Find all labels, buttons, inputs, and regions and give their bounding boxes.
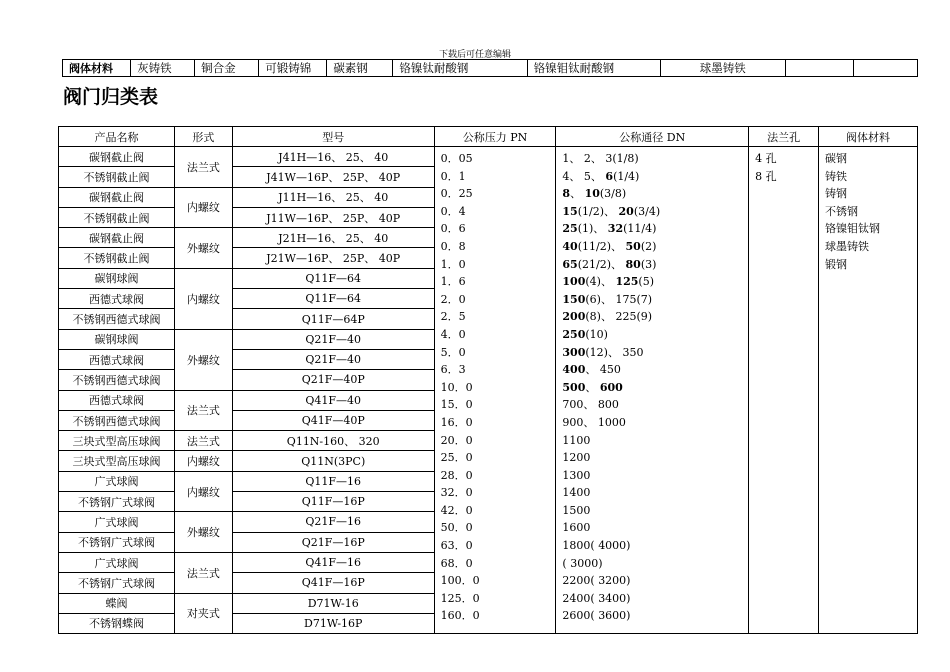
product-name-cell: 三块式型高压球阀 <box>59 451 175 471</box>
product-name-cell: 碳钢截止阀 <box>59 187 175 207</box>
body-material-column-line: 不锈钢 <box>825 204 859 218</box>
diameter-segment: ( 3000) <box>562 556 603 570</box>
model-cell: J41W—16P、 25P、 40P <box>232 167 434 187</box>
column-header: 法兰孔 <box>749 127 819 147</box>
diameter-line <box>562 273 744 291</box>
diameter-segment: 8 <box>562 187 571 201</box>
material-item: 铜合金 <box>195 60 259 77</box>
product-name-cell: 碳钢截止阀 <box>59 147 175 167</box>
diameter-line <box>562 607 744 625</box>
diameter-segment: 2400( 3400) <box>562 591 631 605</box>
diameter-line <box>562 396 744 414</box>
diameter-segment: 500 <box>562 380 586 394</box>
diameter-line <box>562 537 744 555</box>
diameter-segment: 65 <box>562 257 578 271</box>
diameter-segment: 2200( 3200) <box>562 574 631 588</box>
diameter-segment: 100 <box>562 275 586 289</box>
flange-column-line: 8 孔 <box>755 169 777 183</box>
model-cell: Q41F—16 <box>232 552 434 572</box>
diameter-segment: 200 <box>562 310 586 324</box>
product-name-cell: 三块式型高压球阀 <box>59 431 175 451</box>
diameter-line <box>562 502 744 520</box>
product-name-cell: 碳钢截止阀 <box>59 228 175 248</box>
diameter-line <box>562 555 744 573</box>
material-table <box>62 59 918 77</box>
material-header: 阀体材料 <box>63 60 131 77</box>
column-header: 阀体材料 <box>819 127 918 147</box>
diameter-segment: (11/2)、 <box>577 239 626 253</box>
diameter-segment: (11/4) <box>623 222 657 236</box>
pressure-column-line: 15．0 <box>440 398 473 412</box>
material-item <box>853 60 917 77</box>
diameter-segment: 1400 <box>562 486 591 500</box>
diameter-segment: 1、 2、 3(1/8) <box>562 152 639 165</box>
diameter-line <box>562 185 744 203</box>
column-header: 形式 <box>174 127 232 147</box>
product-name-cell: 碳钢球阀 <box>59 268 175 288</box>
diameter-line <box>562 572 744 590</box>
model-cell: J21H—16、 25、 40 <box>232 228 434 248</box>
form-cell: 法兰式 <box>174 552 232 593</box>
product-name-cell: 不锈钢截止阀 <box>59 248 175 268</box>
table-header-row <box>59 127 918 147</box>
diameter-segment: (4)、 <box>585 275 616 289</box>
pressure-column-line: 20．0 <box>440 433 473 447</box>
diameter-segment: 25 <box>562 222 578 236</box>
diameter-segment: 40 <box>562 239 578 253</box>
material-item: 铬镍钼钛耐酸钢 <box>527 60 660 77</box>
diameter-line <box>562 467 744 485</box>
diameter-line <box>562 432 744 450</box>
form-cell: 外螺纹 <box>174 512 232 553</box>
product-name-cell: 不锈钢西德式球阀 <box>59 370 175 390</box>
product-name-cell: 不锈钢截止阀 <box>59 207 175 227</box>
model-cell: Q41F—16P <box>232 573 434 593</box>
model-cell: J21W—16P、 25P、 40P <box>232 248 434 268</box>
valve-classification-table <box>58 126 918 634</box>
diameter-segment: 10 <box>584 187 600 201</box>
diameter-line <box>562 379 744 397</box>
diameter-segment: 50 <box>625 239 641 253</box>
diameter-segment: 、 450 <box>585 363 621 377</box>
model-cell: J11W—16P、 25P、 40P <box>232 207 434 227</box>
pressure-column <box>434 147 556 634</box>
pressure-column-line: 28．0 <box>440 468 473 482</box>
model-cell: Q21F—40 <box>232 349 434 369</box>
material-item: 可锻铸锦 <box>259 60 327 77</box>
diameter-segment: 1100 <box>562 433 591 447</box>
product-name-cell: 西德式球阀 <box>59 289 175 309</box>
diameter-line <box>562 220 744 238</box>
material-item: 铬镍钛耐酸钢 <box>393 60 527 77</box>
pressure-column-line: 2．5 <box>440 310 466 324</box>
diameter-line <box>562 590 744 608</box>
model-cell: J11H—16、 25、 40 <box>232 187 434 207</box>
pressure-column-line: 68．0 <box>440 556 473 570</box>
diameter-segment: 1800( 4000) <box>562 539 631 553</box>
diameter-segment: (21/2)、 <box>577 257 626 271</box>
diameter-segment: 、 <box>570 187 585 201</box>
product-name-cell: 碳钢球阀 <box>59 329 175 349</box>
diameter-segment: (10) <box>585 327 608 341</box>
form-cell: 外螺纹 <box>174 329 232 390</box>
form-cell: 法兰式 <box>174 390 232 431</box>
diameter-segment: (2) <box>640 239 657 253</box>
product-name-cell: 不锈钢西德式球阀 <box>59 309 175 329</box>
model-cell: Q11F—16P <box>232 492 434 512</box>
diameter-segment: 2600( 3600) <box>562 609 631 623</box>
pressure-column-line: 100．0 <box>440 574 480 588</box>
body-material-column-line: 碳钢 <box>825 152 848 165</box>
material-item <box>785 60 853 77</box>
diameter-line <box>562 519 744 537</box>
pressure-column-line: 0．1 <box>440 169 466 183</box>
model-cell: J41H—16、 25、 40 <box>232 147 434 167</box>
diameter-line <box>562 238 744 256</box>
diameter-line <box>562 449 744 467</box>
diameter-line <box>562 344 744 362</box>
body-material-column-line: 铸钢 <box>825 187 848 201</box>
model-cell: Q21F—40 <box>232 329 434 349</box>
diameter-segment: 125 <box>615 275 639 289</box>
pressure-column-line: 5．0 <box>440 345 466 359</box>
diameter-segment: 80 <box>625 257 641 271</box>
form-cell: 内螺纹 <box>174 451 232 471</box>
form-cell: 内螺纹 <box>174 187 232 228</box>
form-cell: 内螺纹 <box>174 471 232 512</box>
pressure-column-line: 4．0 <box>440 327 466 341</box>
form-cell: 内螺纹 <box>174 268 232 329</box>
product-name-cell: 广式球阀 <box>59 512 175 532</box>
body-material-column-line: 球墨铸铁 <box>825 239 870 253</box>
diameter-line <box>562 308 744 326</box>
pressure-column-line: 0．6 <box>440 222 466 236</box>
pressure-column-line: 32．0 <box>440 486 473 500</box>
pressure-column-line: 0．8 <box>440 239 466 253</box>
material-item: 碳素钢 <box>327 60 393 77</box>
diameter-segment: 150 <box>562 292 586 306</box>
diameter-segment: (3/4) <box>633 204 661 218</box>
model-cell: Q21F—16P <box>232 532 434 552</box>
diameter-segment: 1500 <box>562 503 591 517</box>
pressure-column-line: 0．4 <box>440 204 466 218</box>
diameter-segment: (8)、 225(9) <box>585 310 653 324</box>
diameter-segment: 300 <box>562 345 586 359</box>
diameter-segment: 700、 800 <box>562 398 619 412</box>
diameter-line <box>562 326 744 344</box>
column-header: 型号 <box>232 127 434 147</box>
pressure-column-line: 42．0 <box>440 503 473 517</box>
product-name-cell: 不锈钢截止阀 <box>59 167 175 187</box>
diameter-segment: (3) <box>640 257 657 271</box>
form-cell: 对夹式 <box>174 593 232 634</box>
diameter-line <box>562 414 744 432</box>
body-material-column-line: 铸铁 <box>825 169 848 183</box>
product-name-cell: 不锈钢广式球阀 <box>59 492 175 512</box>
pressure-column-line: 10．0 <box>440 380 473 394</box>
diameter-line <box>562 291 744 309</box>
product-name-cell: 广式球阀 <box>59 471 175 491</box>
diameter-line <box>562 484 744 502</box>
diameter-segment: (5) <box>638 275 655 289</box>
model-cell: Q11F—16 <box>232 471 434 491</box>
material-row <box>63 60 918 77</box>
material-item: 球墨铸铁 <box>660 60 785 77</box>
diameter-line <box>562 256 744 274</box>
column-header: 公称通径 DN <box>556 127 749 147</box>
flange-column <box>749 147 819 634</box>
diameter-line <box>562 168 744 186</box>
model-cell: Q21F—40P <box>232 370 434 390</box>
column-header: 公称压力 PN <box>434 127 556 147</box>
diameter-line <box>562 150 744 168</box>
pressure-column-line: 1．0 <box>440 257 466 271</box>
page-title: 阀门归类表 <box>63 86 159 108</box>
model-cell: Q11N-160、 320 <box>232 431 434 451</box>
product-name-cell: 不锈钢广式球阀 <box>59 573 175 593</box>
diameter-segment: (12)、 350 <box>585 345 644 359</box>
diameter-segment: (1/4) <box>613 169 640 183</box>
diameter-segment: (6)、 175(7) <box>585 292 653 306</box>
diameter-segment: 1200 <box>562 451 591 465</box>
diameter-segment: 20 <box>618 204 634 218</box>
flange-column-line: 4 孔 <box>755 152 777 165</box>
product-name-cell: 不锈钢蝶阀 <box>59 613 175 633</box>
diameter-segment: (1)、 <box>577 222 608 236</box>
diameter-segment: 1600 <box>562 521 591 535</box>
model-cell: Q11F—64P <box>232 309 434 329</box>
pressure-column-line: 6．3 <box>440 363 466 377</box>
diameter-segment: 1300 <box>562 468 591 482</box>
body-material-column <box>819 147 918 634</box>
diameter-segment: 400 <box>562 363 586 377</box>
product-name-cell: 广式球阀 <box>59 552 175 572</box>
body-material-column-line: 铬镍钼钛钢 <box>825 222 881 236</box>
pressure-column-line: 50．0 <box>440 521 473 535</box>
form-cell: 外螺纹 <box>174 228 232 269</box>
diameter-segment: (3/8) <box>599 187 627 201</box>
model-cell: Q11F—64 <box>232 289 434 309</box>
product-name-cell: 西德式球阀 <box>59 390 175 410</box>
model-cell: Q11N(3PC) <box>232 451 434 471</box>
diameter-segment: 32 <box>607 222 624 236</box>
model-cell: Q41F—40 <box>232 390 434 410</box>
table-row <box>59 147 918 167</box>
product-name-cell: 蝶阀 <box>59 593 175 613</box>
material-item: 灰铸铁 <box>131 60 195 77</box>
pressure-column-line: 16．0 <box>440 415 473 429</box>
model-cell: Q21F—16 <box>232 512 434 532</box>
diameter-line <box>562 361 744 379</box>
pressure-column-line: 160．0 <box>440 609 480 623</box>
body-material-column-line: 锻钢 <box>825 257 848 271</box>
model-cell: D71W-16 <box>232 593 434 613</box>
pressure-column-line: 25．0 <box>440 451 473 465</box>
pressure-column-line: 1．6 <box>440 275 466 289</box>
product-name-cell: 西德式球阀 <box>59 349 175 369</box>
pressure-column-line: 125．0 <box>440 591 480 605</box>
diameter-line <box>562 203 744 221</box>
diameter-segment: 15 <box>562 204 578 218</box>
pressure-column-line: 63．0 <box>440 539 473 553</box>
diameter-segment: 250 <box>562 327 586 341</box>
form-cell: 法兰式 <box>174 431 232 451</box>
diameter-segment: 、 <box>585 380 600 394</box>
form-cell: 法兰式 <box>174 147 232 188</box>
pressure-column-line: 2．0 <box>440 292 466 306</box>
model-cell: D71W-16P <box>232 613 434 633</box>
diameter-segment: 600 <box>599 380 623 394</box>
diameter-segment: 4、 5、 <box>562 169 606 183</box>
pressure-column-line: 0．25 <box>440 187 473 201</box>
product-name-cell: 不锈钢广式球阀 <box>59 532 175 552</box>
diameter-segment: 900、 1000 <box>562 415 626 429</box>
diameter-segment: 6 <box>605 169 614 183</box>
product-name-cell: 不锈钢西德式球阀 <box>59 410 175 430</box>
diameter-column <box>556 147 749 634</box>
model-cell: Q41F—40P <box>232 410 434 430</box>
top-note: 下载后可任意编辑 <box>438 50 511 60</box>
diameter-segment: (1/2)、 <box>577 204 619 218</box>
pressure-column-line: 0．05 <box>440 152 473 165</box>
column-header: 产品名称 <box>59 127 175 147</box>
model-cell: Q11F—64 <box>232 268 434 288</box>
